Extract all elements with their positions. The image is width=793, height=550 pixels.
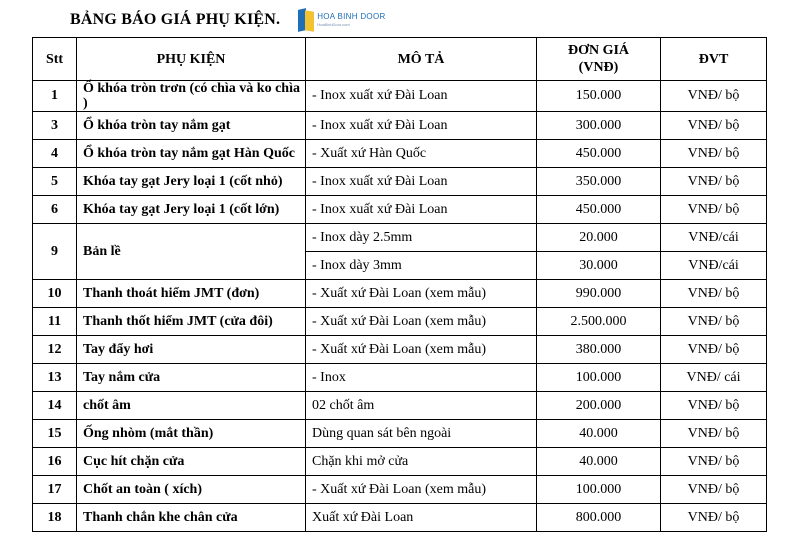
column-header-desc: MÔ TẢ: [306, 38, 537, 81]
cell-name: Ổ khóa tròn tay nắm gạt: [77, 112, 306, 140]
cell-name: Cục hít chặn cửa: [77, 448, 306, 476]
cell-price: 450.000: [537, 140, 661, 168]
cell-desc: - Inox xuất xứ Đài Loan: [306, 168, 537, 196]
cell-unit: VNĐ/ bộ: [661, 280, 767, 308]
cell-unit: VNĐ/ bộ: [661, 112, 767, 140]
table-row: [33, 280, 767, 308]
cell-unit: VNĐ/ bộ: [661, 81, 767, 112]
table-row: [33, 308, 767, 336]
column-header-unit: ĐVT: [661, 38, 767, 81]
table-row: [33, 140, 767, 168]
table-header-row: [33, 38, 767, 81]
brand-logo: [298, 7, 385, 33]
table-row: [33, 364, 767, 392]
cell-unit: VNĐ/ bộ: [661, 420, 767, 448]
cell-stt: 11: [33, 308, 77, 336]
cell-unit: VNĐ/ bộ: [661, 140, 767, 168]
cell-desc: - Inox xuất xứ Đài Loan: [306, 112, 537, 140]
cell-unit: VNĐ/ bộ: [661, 168, 767, 196]
cell-desc: Chặn khi mở cửa: [306, 448, 537, 476]
cell-desc: - Xuất xứ Đài Loan (xem mẫu): [306, 280, 537, 308]
cell-price: 30.000: [537, 252, 661, 280]
price-table: [32, 37, 767, 532]
table-row: [33, 112, 767, 140]
cell-stt: 1: [33, 81, 77, 112]
cell-unit: VNĐ/ bộ: [661, 476, 767, 504]
cell-stt: 3: [33, 112, 77, 140]
cell-stt: 5: [33, 168, 77, 196]
cell-name: Ống nhòm (mắt thần): [77, 420, 306, 448]
table-row: [33, 392, 767, 420]
page-title: BẢNG BÁO GIÁ PHỤ KIỆN.: [70, 11, 281, 28]
cell-name: Khóa tay gạt Jery loại 1 (cốt nhỏ): [77, 168, 306, 196]
cell-price: 450.000: [537, 196, 661, 224]
cell-name: Ổ khóa tròn trơn (có chìa và ko chìa ): [77, 81, 306, 112]
cell-stt: 13: [33, 364, 77, 392]
document-header: [70, 6, 386, 34]
cell-unit: VNĐ/ bộ: [661, 308, 767, 336]
cell-desc: - Inox dày 3mm: [306, 252, 537, 280]
table-row: [33, 420, 767, 448]
door-logo-icon: [298, 9, 314, 31]
price-header-line2: (VNĐ): [578, 60, 619, 75]
cell-desc: Dùng quan sát bên ngoài: [306, 420, 537, 448]
table-row: [33, 81, 767, 112]
cell-price: 300.000: [537, 112, 661, 140]
cell-desc: Xuất xứ Đài Loan: [306, 504, 537, 532]
cell-price: 150.000: [537, 81, 661, 112]
cell-price: 2.500.000: [537, 308, 661, 336]
cell-price: 800.000: [537, 504, 661, 532]
cell-stt: 18: [33, 504, 77, 532]
table-row: [33, 196, 767, 224]
cell-name: Thanh thốt hiểm JMT (cửa đôi): [77, 308, 306, 336]
cell-desc: - Xuất xứ Đài Loan (xem mẫu): [306, 476, 537, 504]
cell-unit: VNĐ/ bộ: [661, 448, 767, 476]
cell-stt: 15: [33, 420, 77, 448]
cell-desc: - Inox dày 2.5mm: [306, 224, 537, 252]
cell-name: Thanh chắn khe chân cửa: [77, 504, 306, 532]
cell-desc: 02 chốt âm: [306, 392, 537, 420]
table-row: [33, 476, 767, 504]
cell-name: Tay nắm cửa: [77, 364, 306, 392]
cell-price: 40.000: [537, 448, 661, 476]
cell-unit: VNĐ/ bộ: [661, 336, 767, 364]
cell-name: Tay đẩy hơi: [77, 336, 306, 364]
cell-stt: 17: [33, 476, 77, 504]
cell-unit: VNĐ/ bộ: [661, 504, 767, 532]
logo-subtext: HoaBinhDoor.com: [317, 22, 350, 27]
cell-stt: 14: [33, 392, 77, 420]
cell-name: Khóa tay gạt Jery loại 1 (cốt lớn): [77, 196, 306, 224]
cell-price: 20.000: [537, 224, 661, 252]
column-header-stt: Stt: [33, 38, 77, 81]
logo-name: HOA BINH DOOR: [317, 12, 386, 21]
table-row: [33, 168, 767, 196]
cell-price: 200.000: [537, 392, 661, 420]
table-row: [33, 504, 767, 532]
cell-price: 100.000: [537, 364, 661, 392]
column-header-name: PHỤ KIỆN: [77, 38, 306, 81]
cell-desc: - Xuất xứ Đài Loan (xem mẫu): [306, 308, 537, 336]
cell-desc: - Xuất xứ Hàn Quốc: [306, 140, 537, 168]
cell-name: chốt âm: [77, 392, 306, 420]
table-row: [33, 336, 767, 364]
cell-price: 380.000: [537, 336, 661, 364]
cell-unit: VNĐ/ bộ: [661, 196, 767, 224]
cell-price: 990.000: [537, 280, 661, 308]
cell-price: 100.000: [537, 476, 661, 504]
price-header-line1: ĐƠN GIÁ: [567, 43, 630, 58]
cell-price: 40.000: [537, 420, 661, 448]
cell-desc: - Inox xuất xứ Đài Loan: [306, 81, 537, 112]
column-header-price: [537, 38, 661, 81]
table-row: [33, 448, 767, 476]
cell-desc: - Inox: [306, 364, 537, 392]
cell-name: Chốt an toàn ( xích): [77, 476, 306, 504]
cell-desc: - Inox xuất xứ Đài Loan: [306, 196, 537, 224]
cell-stt: 12: [33, 336, 77, 364]
cell-name: Thanh thoát hiểm JMT (đơn): [77, 280, 306, 308]
cell-stt: 6: [33, 196, 77, 224]
table-row: [33, 224, 767, 252]
cell-stt: 16: [33, 448, 77, 476]
cell-unit: VNĐ/ cái: [661, 364, 767, 392]
cell-unit: VNĐ/ bộ: [661, 392, 767, 420]
cell-stt: 9: [33, 224, 77, 280]
cell-name: Ổ khóa tròn tay nắm gạt Hàn Quốc: [77, 140, 306, 168]
cell-unit: VNĐ/cái: [661, 224, 767, 252]
cell-desc: - Xuất xứ Đài Loan (xem mẫu): [306, 336, 537, 364]
cell-stt: 4: [33, 140, 77, 168]
cell-name: Bản lề: [77, 224, 306, 280]
cell-unit: VNĐ/cái: [661, 252, 767, 280]
cell-stt: 10: [33, 280, 77, 308]
cell-price: 350.000: [537, 168, 661, 196]
